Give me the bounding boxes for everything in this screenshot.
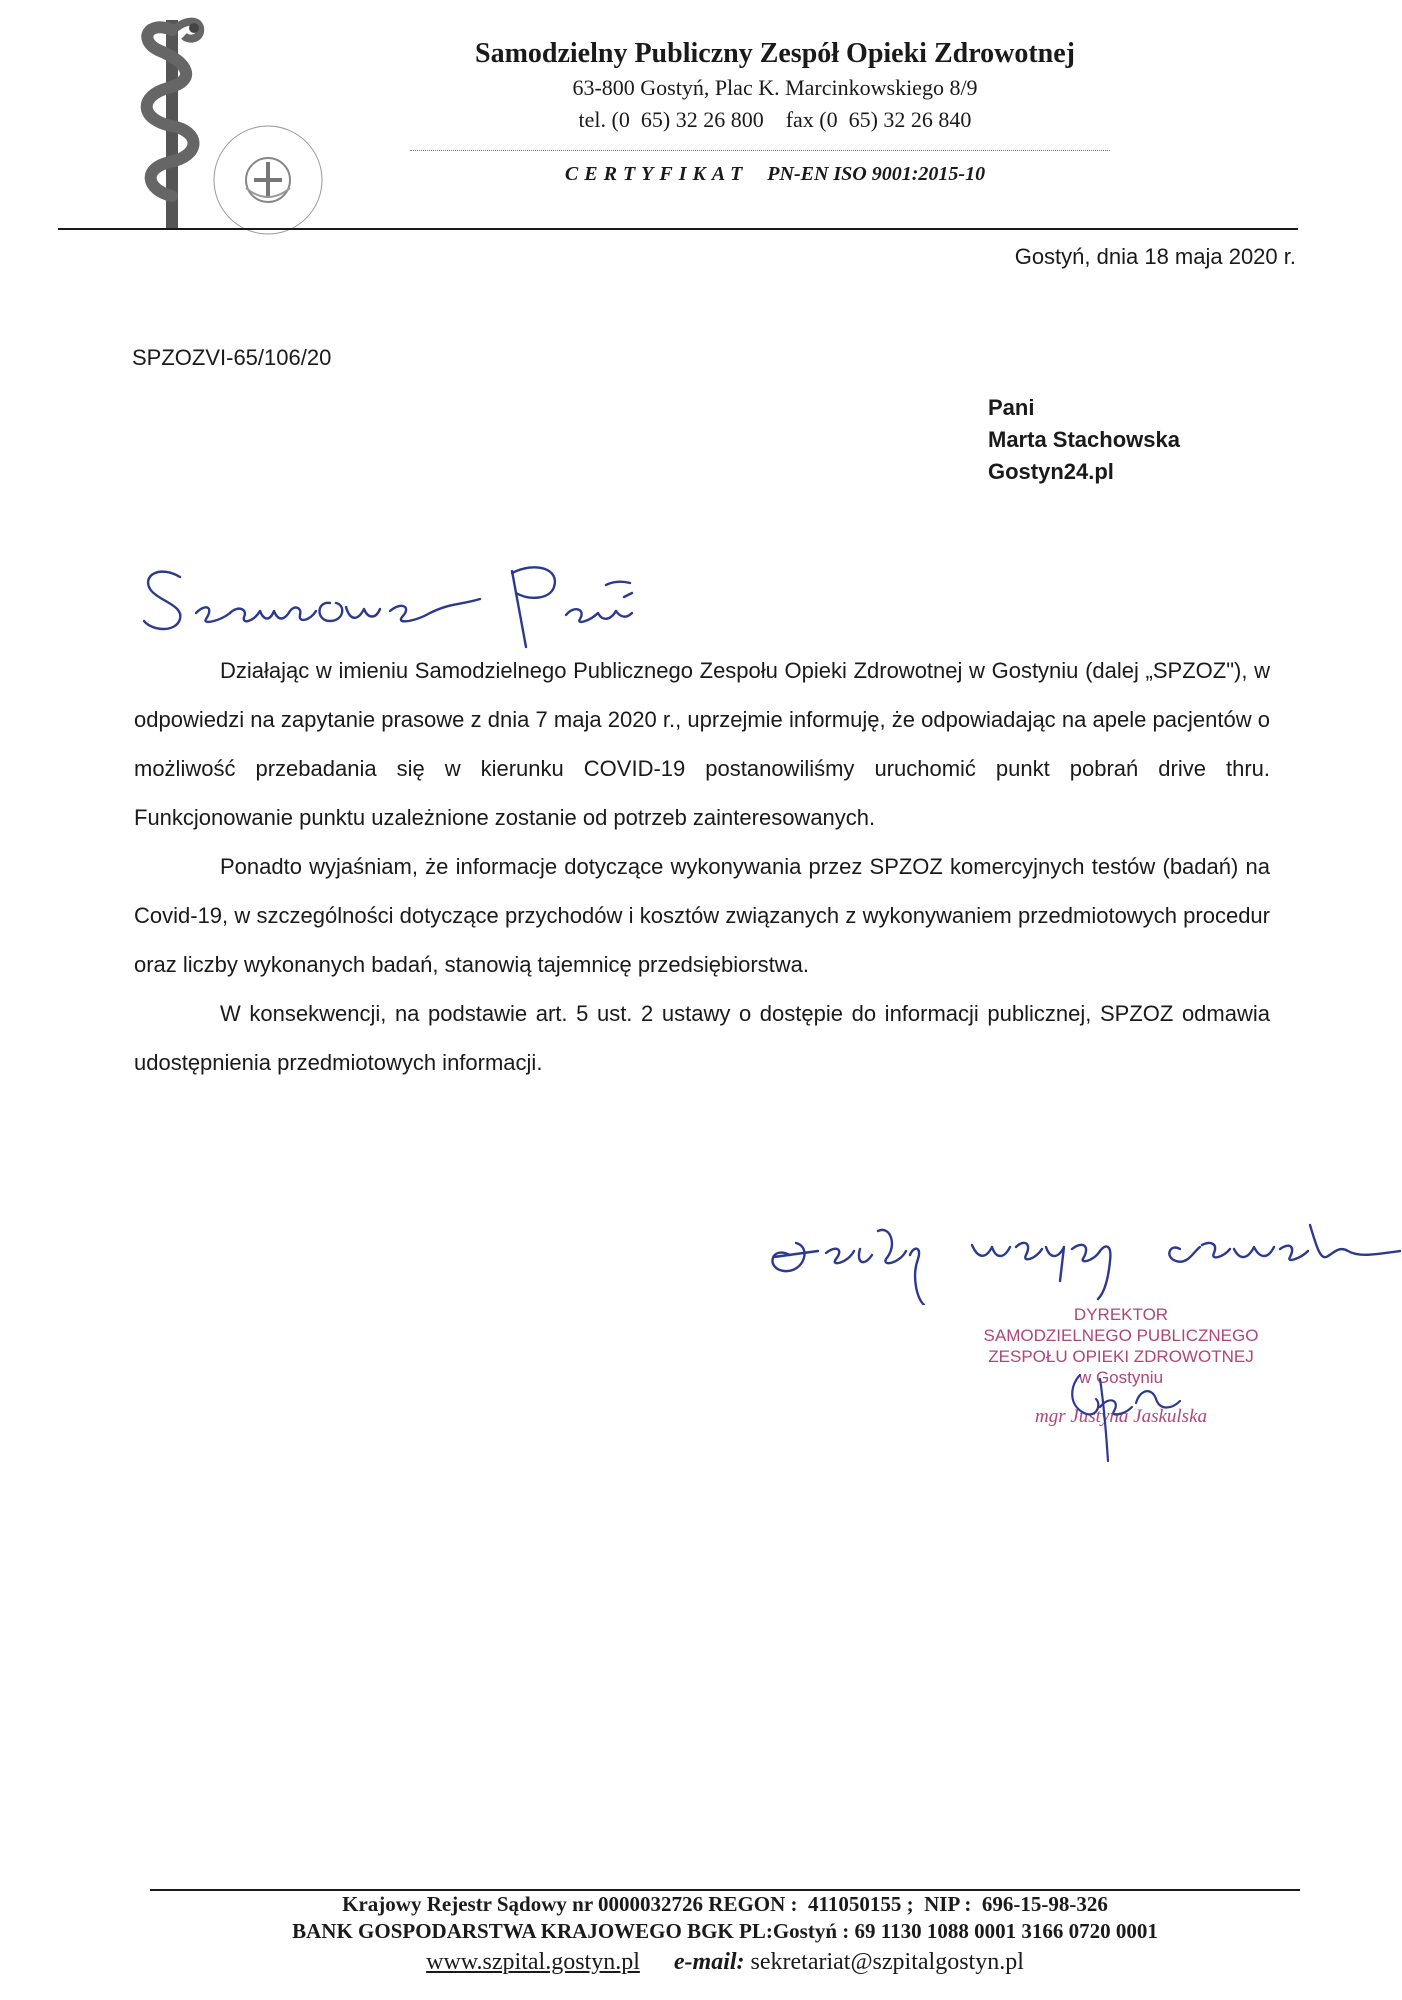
footer-registry: Krajowy Rejestr Sądowy nr 0000032726 REGON : 411050155 ; NIP : 696-15-98-326 xyxy=(342,1892,1108,1916)
footer-contact xyxy=(150,1945,1300,1979)
paragraph: W konsekwencji, na podstawie art. 5 ust. 2 ustawy o dostępie do informacji publicznej, SPZOZ odmawia udostępnienia przedmiotowych informacji. xyxy=(134,1001,1270,1075)
recipient-organization: Gostyn24.pl xyxy=(988,459,1114,484)
organization-contact: tel. (0 65) 32 26 800 fax (0 65) 32 26 840 xyxy=(578,107,972,132)
header-divider xyxy=(58,228,1298,230)
footer xyxy=(150,1891,1300,1979)
organization-name: Samodzielny Publiczny Zespół Opieki Zdrowotnej xyxy=(475,38,1075,69)
website-link[interactable]: www.szpital.gostyn.pl xyxy=(426,1949,640,1975)
organization-address: 63-800 Gostyń, Plac K. Marcinkowskiego 8/9 xyxy=(572,75,978,100)
organization-header xyxy=(400,36,1150,136)
letter-date: Gostyń, dnia 18 maja 2020 r. xyxy=(1014,244,1296,269)
paragraph: Działając w imieniu Samodzielnego Publicznego Zespołu Opieki Zdrowotnej w Gostyniu (dalej „SPZOZ"), w odpowiedzi na zapytanie prasowe z dnia 7 maja 2020 r., uprzejmie informuję, że odpowiadając na apele pacjentów o możliwość przebadania się w kierunku COVID-19 postanowiliśmy uruchomić punkt pobrań drive thru. Funkcjonowanie punktu uzależnione zostanie od potrzeb zainteresowanych. xyxy=(134,658,1270,830)
stamp-line: DYREKTOR xyxy=(1073,1305,1169,1324)
certificate-line xyxy=(400,163,1150,186)
email-label: e-mail: xyxy=(673,1949,745,1975)
stamp-line: SAMODZIELNEGO PUBLICZNEGO xyxy=(983,1326,1259,1345)
recipient-title: Pani xyxy=(988,395,1035,420)
quality-seal-icon xyxy=(208,120,328,240)
stamp-line: ZESPOŁU OPIEKI ZDROWOTNEJ xyxy=(988,1347,1254,1366)
reference-number: SPZOZVI-65/106/20 xyxy=(132,345,332,370)
footer-bank-account: BANK GOSPODARSTWA KRAJOWEGO BGK PL:Gostyń : 69 1130 1088 0001 3166 0720 0001 xyxy=(292,1919,1158,1943)
paragraph: Ponadto wyjaśniam, że informacje dotyczące wykonywania przez SPZOZ komercyjnych testów (badań) na Covid-19, w szczególności dotyczące przychodów i kosztów związanych z wykonywaniem przedmiotowych procedur oraz liczby wykonanych badań, stanowią tajemnicę przedsiębiorstwa. xyxy=(134,854,1270,977)
handwritten-closing xyxy=(760,1185,1402,1305)
header-dotted-divider xyxy=(410,150,1110,151)
letter-content xyxy=(134,646,1270,1087)
handwritten-salutation xyxy=(140,555,700,655)
email-link[interactable]: sekretariat@szpitalgostyn.pl xyxy=(750,1949,1024,1975)
signature xyxy=(1040,1365,1230,1465)
stamp-signatory: mgr Justyna Jaskulska xyxy=(1034,1406,1208,1427)
certificate-label: CERTYFIKAT xyxy=(564,163,749,185)
recipient-block xyxy=(988,392,1180,488)
recipient-name: Marta Stachowska xyxy=(988,427,1180,452)
staff-of-asclepius-icon xyxy=(128,10,218,232)
stamp-line: w Gostyniu xyxy=(1078,1368,1164,1387)
certificate-standard: PN-EN ISO 9001:2015-10 xyxy=(767,163,986,185)
